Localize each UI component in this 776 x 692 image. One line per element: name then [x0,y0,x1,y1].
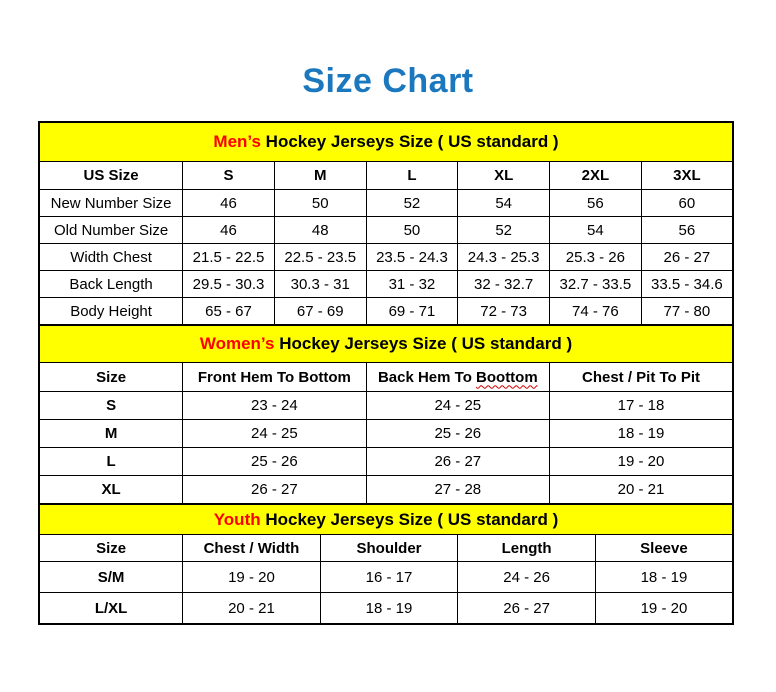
table-row [39,392,733,420]
value-cell: 54 [458,190,550,217]
value-cell: 30.3 - 31 [274,271,366,298]
value-cell: 24.3 - 25.3 [458,244,550,271]
column-header-cell: S [183,162,275,190]
column-header-cell: XL [458,162,550,190]
value-cell: 56 [641,217,733,244]
value-cell: 23 - 24 [183,392,366,420]
value-cell: 16 - 17 [320,562,458,593]
value-cell: 52 [366,190,458,217]
value-cell: 69 - 71 [366,298,458,326]
table-row [39,420,733,448]
value-cell: 19 - 20 [595,593,733,625]
value-cell: 18 - 19 [320,593,458,625]
value-cell: 18 - 19 [595,562,733,593]
value-cell: 32.7 - 33.5 [550,271,642,298]
value-cell: 56 [550,190,642,217]
value-cell: 20 - 21 [183,593,321,625]
banner-rest: Hockey Jerseys Size ( US standard ) [274,334,573,353]
value-cell: 25 - 26 [183,448,366,476]
value-cell: 65 - 67 [183,298,275,326]
value-cell: 67 - 69 [274,298,366,326]
value-cell: 22.5 - 23.5 [274,244,366,271]
youth-size-table [38,503,734,625]
banner-highlight: Women’s [199,334,275,353]
table-row [39,217,733,244]
value-cell: 52 [458,217,550,244]
table-row [39,244,733,271]
table-row [39,448,733,476]
row-label-cell: L/XL [39,593,183,625]
value-cell: 18 - 19 [550,420,733,448]
size-chart-tables [38,121,734,625]
value-cell: 24 - 25 [366,392,549,420]
column-header-cell: Sleeve [595,535,733,562]
row-label-cell: S [39,392,183,420]
table-row [39,476,733,505]
value-cell: 20 - 21 [550,476,733,505]
table-row [39,271,733,298]
value-cell: 19 - 20 [183,562,321,593]
value-cell: 46 [183,217,275,244]
row-label-cell: Old Number Size [39,217,183,244]
value-cell: 33.5 - 34.6 [641,271,733,298]
column-header-cell: M [274,162,366,190]
value-cell: 31 - 32 [366,271,458,298]
row-label-cell: S/M [39,562,183,593]
value-cell: 26 - 27 [641,244,733,271]
value-cell: 50 [366,217,458,244]
value-cell: 17 - 18 [550,392,733,420]
column-header-cell: Length [458,535,596,562]
misspelled-word: Boottom [476,368,538,386]
row-label-cell: L [39,448,183,476]
column-header-cell: Back Hem To Boottom [366,363,549,392]
column-header-cell: 2XL [550,162,642,190]
column-header-cell: Chest / Width [183,535,321,562]
column-header-cell: US Size [39,162,183,190]
column-header-cell: Size [39,535,183,562]
value-cell: 26 - 27 [183,476,366,505]
value-cell: 27 - 28 [366,476,549,505]
column-header-row [39,535,733,562]
column-header-cell: Size [39,363,183,392]
column-header-cell: 3XL [641,162,733,190]
value-cell: 25.3 - 26 [550,244,642,271]
value-cell: 77 - 80 [641,298,733,326]
value-cell: 74 - 76 [550,298,642,326]
column-header-row [39,363,733,392]
value-cell: 19 - 20 [550,448,733,476]
table-row [39,593,733,625]
banner-rest: Hockey Jerseys Size ( US standard ) [260,509,559,529]
table-row [39,190,733,217]
row-label-cell: Body Height [39,298,183,326]
value-cell: 26 - 27 [458,593,596,625]
value-cell: 24 - 26 [458,562,596,593]
mens-section-banner [39,122,733,162]
column-header-cell: Shoulder [320,535,458,562]
row-label-cell: Width Chest [39,244,183,271]
row-label-cell: New Number Size [39,190,183,217]
column-header-row [39,162,733,190]
banner-highlight: Youth [213,509,261,529]
value-cell: 26 - 27 [366,448,549,476]
column-header-cell: L [366,162,458,190]
youth-section-banner [39,504,733,535]
page-title: Size Chart [302,62,474,100]
value-cell: 32 - 32.7 [458,271,550,298]
womens-section-banner [39,325,733,363]
banner-highlight: Men’s [213,132,261,151]
column-header-cell: Chest / Pit To Pit [550,363,733,392]
table-row [39,298,733,326]
mens-size-table [38,121,734,326]
banner-rest: Hockey Jerseys Size ( US standard ) [260,132,559,151]
value-cell: 72 - 73 [458,298,550,326]
value-cell: 50 [274,190,366,217]
value-cell: 25 - 26 [366,420,549,448]
value-cell: 24 - 25 [183,420,366,448]
value-cell: 54 [550,217,642,244]
row-label-cell: M [39,420,183,448]
row-label-cell: Back Length [39,271,183,298]
value-cell: 23.5 - 24.3 [366,244,458,271]
value-cell: 21.5 - 22.5 [183,244,275,271]
value-cell: 29.5 - 30.3 [183,271,275,298]
table-row [39,562,733,593]
value-cell: 60 [641,190,733,217]
value-cell: 48 [274,217,366,244]
womens-size-table [38,324,734,505]
column-header-cell: Front Hem To Bottom [183,363,366,392]
row-label-cell: XL [39,476,183,505]
value-cell: 46 [183,190,275,217]
